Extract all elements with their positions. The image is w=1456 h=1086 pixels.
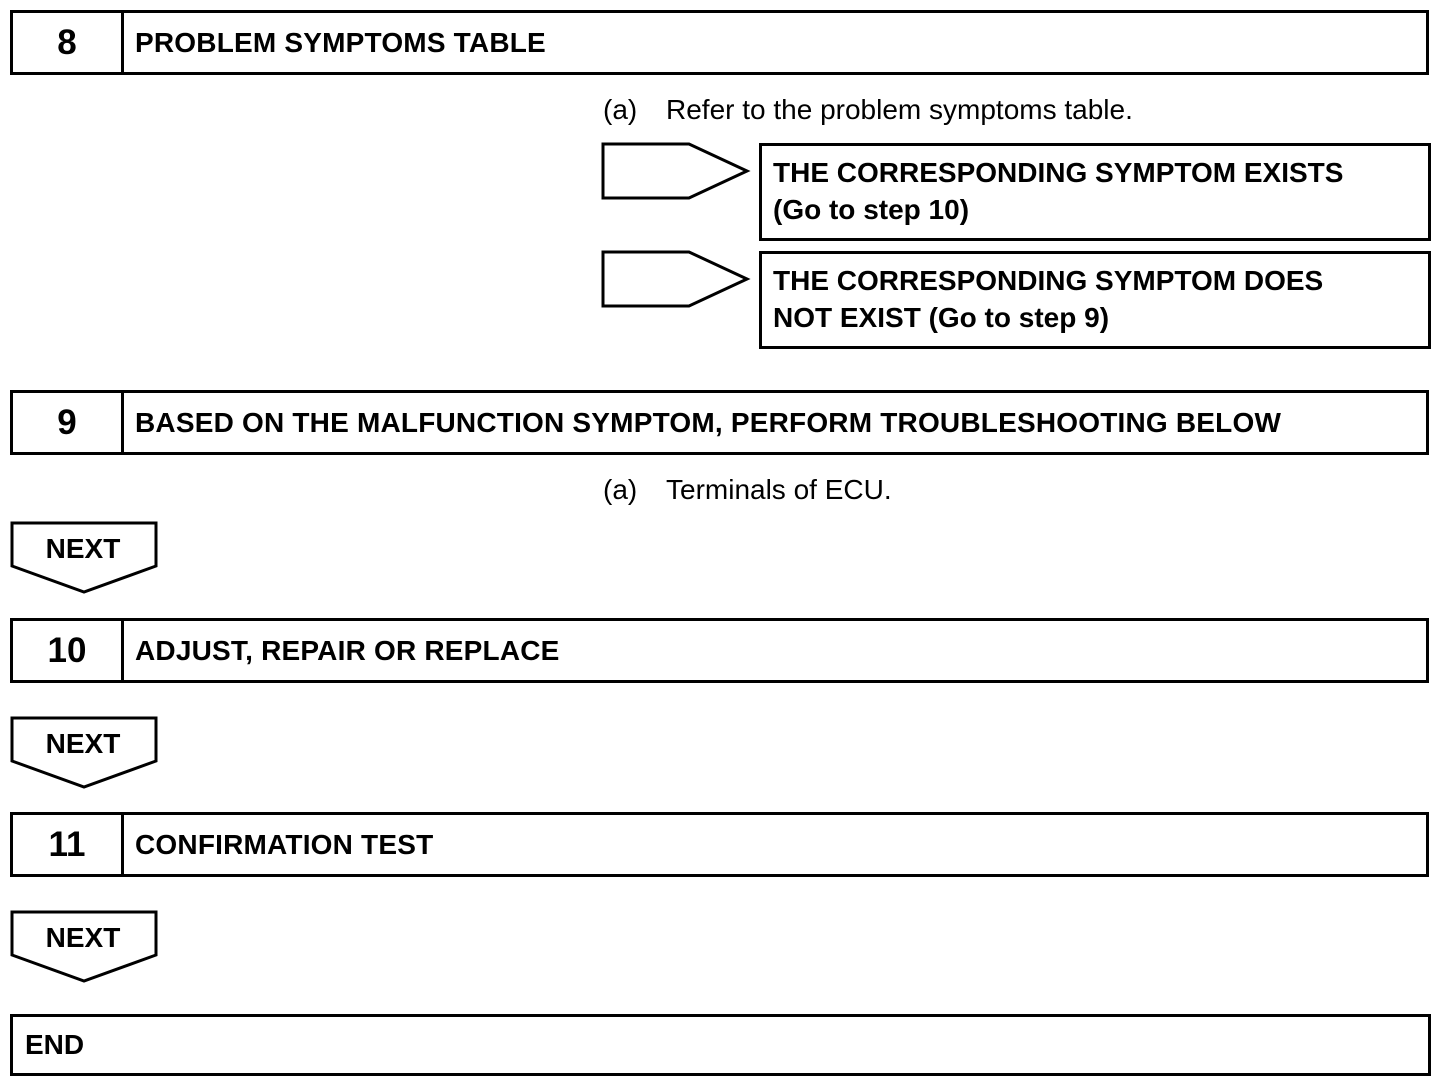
next-label: NEXT [45, 533, 121, 564]
result-arrow-icon [601, 142, 751, 200]
step-9-substep [603, 474, 892, 506]
substep-text: Refer to the problem symptoms table. [666, 94, 1133, 125]
result-line-2: NOT EXIST (Go to step 9) [773, 302, 1110, 333]
substep-label: (a) [603, 94, 638, 125]
result-line-1: THE CORRESPONDING SYMPTOM DOES [773, 265, 1324, 296]
end-box [10, 1014, 1431, 1076]
step-number: 10 [13, 621, 124, 680]
step-8-substep [603, 94, 1133, 126]
step-8-header [10, 10, 1429, 75]
step-11-header [10, 812, 1429, 877]
result-arrow-icon [601, 250, 751, 308]
step-number: 8 [13, 13, 124, 72]
step-number: 9 [13, 393, 124, 452]
step-9-header [10, 390, 1429, 455]
step-title: BASED ON THE MALFUNCTION SYMPTOM, PERFORM TROUBLESHOOTING BELOW [135, 406, 1282, 438]
step-title: ADJUST, REPAIR OR REPLACE [135, 634, 560, 666]
result-line-2: (Go to step 10) [773, 194, 970, 225]
step-number: 11 [13, 815, 124, 874]
result-box-not-exist [759, 251, 1431, 349]
result-line-1: THE CORRESPONDING SYMPTOM EXISTS [773, 157, 1344, 188]
next-label: NEXT [45, 922, 121, 953]
result-box-exists [759, 143, 1431, 241]
next-label: NEXT [45, 728, 121, 759]
step-10-header [10, 618, 1429, 683]
step-title: CONFIRMATION TEST [135, 828, 434, 860]
step-title: PROBLEM SYMPTOMS TABLE [135, 26, 546, 58]
end-label: END [25, 1029, 85, 1060]
substep-text: Terminals of ECU. [666, 474, 892, 505]
substep-label: (a) [603, 474, 638, 505]
